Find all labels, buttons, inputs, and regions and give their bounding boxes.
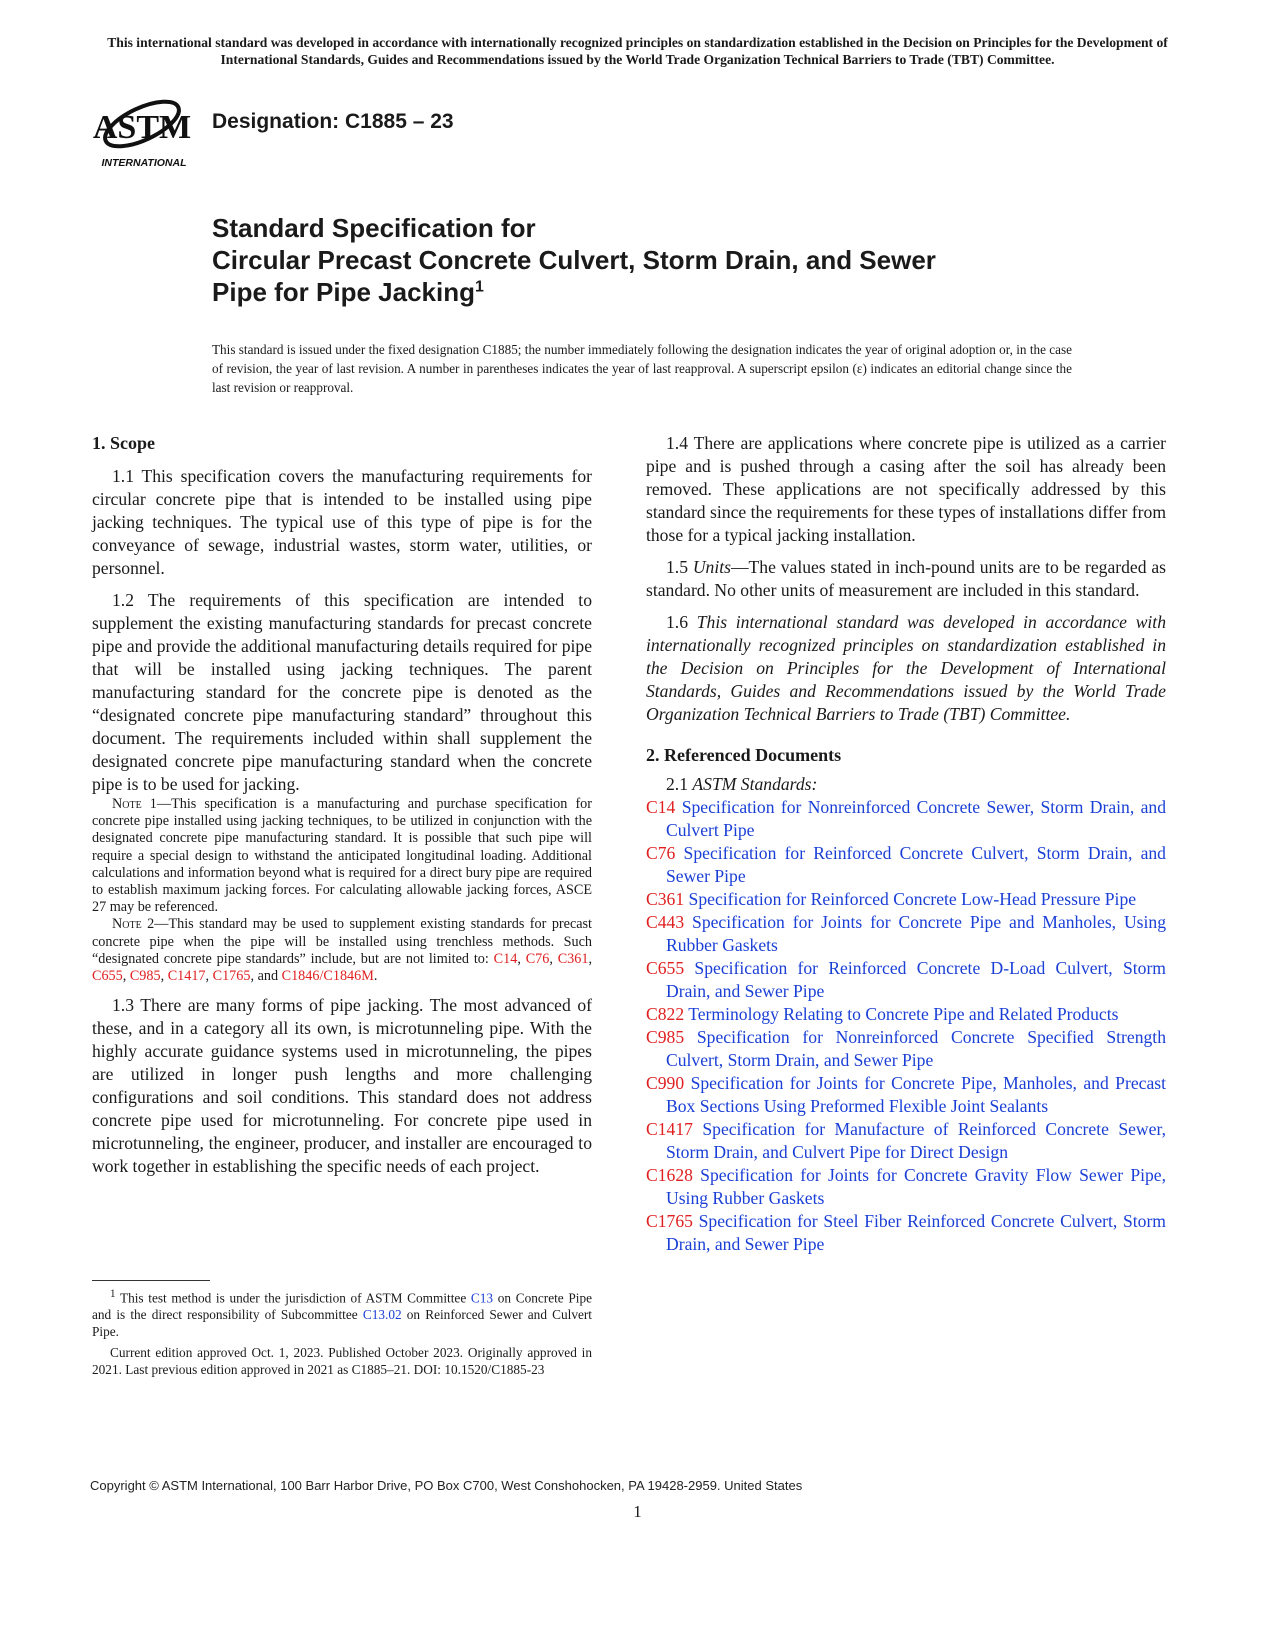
paragraph-1-5-text: —The values stated in inch-pound units are to be regarded as standard. No other units of measurement are included in this standard. [646,557,1166,600]
reference-code[interactable]: C443 [646,912,685,932]
title-footnote-mark[interactable]: 1 [474,278,484,296]
reference-item[interactable] [646,1118,1166,1164]
title-line-3-text: Pipe for Pipe Jacking [212,277,475,307]
reference-code[interactable]: C985 [646,1027,685,1047]
issue-note: This standard is issued under the fixed designation C1885; the number immediately following the designation indicates the year of original adoption or, in the case of revision, the year of last revision. A number in parentheses indicates the year of last reapproval. A superscript epsilon (ε) indicates an editorial change since the last revision or reapproval. [212,342,1072,395]
reference-title[interactable]: Terminology Relating to Concrete Pipe and Related Products [688,1004,1119,1024]
paragraph-1-4: 1.4 There are applications where concrete pipe is utilized as a carrier pipe and is pushed through a casing after the soil has already been removed. These applications are not specifically addressed by this standard since the requirements for these types of installations differ from those for a typical jacking installation. [646,433,1166,545]
title-line-1: Standard Specification for [212,213,536,243]
astm-logo-mark [90,88,198,178]
reference-title[interactable]: Specification for Joints for Concrete Gravity Flow Sewer Pipe, Using Rubber Gaskets [666,1165,1166,1208]
logo-mark-text: ASTM [92,109,192,146]
note-2-ref-link[interactable]: C655 [92,968,123,985]
note-2-ref-link[interactable]: C1846/C1846M [281,968,374,985]
paragraph-1-6 [646,611,1166,726]
page-number: 1 [633,1502,642,1521]
reference-item[interactable] [646,888,1166,911]
left-column [92,432,592,1187]
reference-code[interactable]: C14 [646,797,676,817]
reference-item[interactable] [646,911,1166,957]
reference-item[interactable] [646,1072,1166,1118]
logo-subtitle: INTERNATIONAL [101,157,187,169]
subsection-number: 2.1 [666,774,688,794]
footnote-divider [92,1280,210,1281]
reference-code[interactable]: C655 [646,958,685,978]
astm-standards-subheading [646,773,1166,796]
reference-title[interactable]: Specification for Reinforced Concrete Culvert, Storm Drain, and Sewer Pipe [666,843,1166,886]
title-line-3 [212,276,1112,308]
subcommittee-link[interactable]: C13.02 [362,1307,402,1323]
note-2-ref-link[interactable]: C1417 [167,968,206,985]
reference-code[interactable]: C822 [646,1004,685,1024]
reference-title[interactable]: Specification for Joints for Concrete Pipe and Manholes, Using Rubber Gaskets [666,912,1166,955]
note-1-text: —This specification is a manufacturing and purchase specification for concrete pipe installed using jacking techniques, to be utilized in conjunction with the designated concrete pipe manufacturing standard. It is possible that such pipe will require a special design to withstand the anticipated longitudinal loading. Additional calculations and information beyond what is required for a direct bury pipe are required to establish maximum jacking forces. For calculating allowable jacking forces, ASCE 27 may be referenced. [92,796,593,916]
reference-code[interactable]: C1628 [646,1165,693,1185]
reference-code[interactable]: C990 [646,1073,685,1093]
note-2-ref-link[interactable]: C1765 [212,968,251,985]
reference-code[interactable]: C1765 [646,1211,693,1231]
astm-logo [90,88,198,178]
note-2-text: —This standard may be used to supplement existing standards for precast concrete pipe when the pipe will be installed using trenchless methods. Such “designated concrete pipe standards” include, but are not limited to: [92,916,593,967]
reference-title[interactable]: Specification for Joints for Concrete Pipe, Manholes, and Precast Box Sections Using Preformed Flexible Joint Sealants [666,1073,1166,1116]
paragraph-1-5 [646,556,1166,602]
section-heading-scope: 1. Scope [92,433,155,453]
paragraph-1-6-number: 1.6 [666,612,688,632]
reference-title[interactable]: Specification for Steel Fiber Reinforced Concrete Culvert, Storm Drain, and Sewer Pipe [666,1211,1166,1254]
reference-code[interactable]: C76 [646,843,676,863]
committee-link[interactable]: C13 [470,1290,494,1306]
note-2-ref-link[interactable]: C985 [129,968,161,985]
title-line-2: Circular Precast Concrete Culvert, Storm Drain, and Sewer [212,245,936,275]
referenced-standards-list [646,796,1166,1256]
reference-item[interactable] [646,842,1166,888]
reference-title[interactable]: Specification for Manufacture of Reinforced Concrete Sewer, Storm Drain, and Culvert Pipe for Direct Design [666,1119,1166,1162]
reference-code[interactable]: C361 [646,889,685,909]
reference-code[interactable]: C1417 [646,1119,693,1139]
paragraph-1-3: 1.3 There are many forms of pipe jacking. The most advanced of these, and in a category all its own, is microtunneling pipe. With the highly accurate guidance systems used in microtunneling, the pipes are utilized in longer push lengths and more challenging configurations and soil conditions. This standard does not address concrete pipe used for microtunneling. For concrete pipe used in microtunneling, the engineer, producer, and installer are encouraged to work together in establishing the specific needs of each project. [92,995,592,1177]
note-2-ref-link[interactable]: C361 [557,950,589,967]
note-2-ref-link[interactable]: C76 [525,950,550,967]
astm-standards-label: ASTM Standards: [692,774,818,794]
reference-item[interactable] [646,1210,1166,1256]
paragraph-1-6-text: This international standard was developed in accordance with internationally recognized principles on standardization established in the Decision on Principles for the Development of International Standards, Guides and Recommendations issued by the World Trade Organization Technical Barriers to Trade (TBT) Committee. [646,612,1166,724]
reference-title[interactable]: Specification for Nonreinforced Concrete Sewer, Storm Drain, and Culvert Pipe [666,797,1166,840]
reference-item[interactable] [646,957,1166,1003]
footnote-1-text-a: This test method is under the jurisdiction of ASTM Committee [119,1290,467,1306]
note-2: Note 2—This standard may be used to supplement existing standards for precast concrete pipe when the pipe will be installed using trenchless methods. Such “designated concrete pipe standards” include, but are not limited to: C14, C76, C361, C655, C985, C1417, C1765, and C1846/C1846M. [92,916,593,985]
paragraph-1-2: 1.2 The requirements of this specification are intended to supplement the existing manufacturing standards for precast concrete pipe and provide the additional manufacturing details required for pipe that will be installed using jacking techniques. The parent manufacturing standard for the concrete pipe is denoted as the “designated concrete pipe manufacturing standard” throughout this document. The requirements included within shall supplement the designated concrete pipe manufacturing standard when the concrete pipe is to be used for jacking. [92,590,592,794]
note-2-label: Note 2 [112,916,155,933]
footnote-1-text-c: on Reinforced Sewer and Culvert Pipe. [92,1307,592,1340]
reference-item[interactable] [646,1003,1166,1026]
footnotes [92,1286,592,1382]
paragraph-1-1: 1.1 This specification covers the manufacturing requirements for circular concrete pipe that is intended to be installed using pipe jacking techniques. The typical use of this type of pipe is for the conveyance of sewage, industrial wastes, storm water, utilities, or personnel. [92,466,592,578]
document-title [212,212,1112,308]
note-2-ref-link[interactable]: C14 [493,950,518,967]
reference-item[interactable] [646,1026,1166,1072]
copyright: Copyright © ASTM International, 100 Barr Harbor Drive, PO Box C700, West Conshohocken, PA 19428-2959. United States [90,1478,803,1493]
note-2-and: and [257,968,279,985]
note-1-label: Note 1 [112,796,157,812]
section-heading-referenced-documents: 2. Referenced Documents [646,745,842,765]
footnote-1 [92,1286,592,1340]
reference-item[interactable] [646,796,1166,842]
footnote-2: Current edition approved Oct. 1, 2023. Published October 2023. Originally approved in 2021. Last previous edition approved in 2021 as C1885–21. DOI: 10.1520/C1885-23 [92,1345,592,1378]
top-notice: This international standard was developed in accordance with internationally recognized principles on standardization established in the Decision on Principles for the Development of International Standards, Guides and Recommendations issued by the World Trade Organization Technical Barriers to Trade (TBT) Committee. [107,35,1168,67]
reference-item[interactable] [646,1164,1166,1210]
reference-title[interactable]: Specification for Reinforced Concrete Low-Head Pressure Pipe [688,889,1137,909]
note-1 [92,796,592,916]
footnote-1-mark: 1 [110,1288,116,1300]
paragraph-1-5-number: 1.5 [666,557,688,577]
designation: Designation: C1885 – 23 [212,110,454,133]
right-column [646,432,1166,1256]
reference-title[interactable]: Specification for Reinforced Concrete D-Load Culvert, Storm Drain, and Sewer Pipe [666,958,1166,1001]
units-label: Units [692,557,731,577]
footnote-1-text-b: on Concrete Pipe and is the direct responsibility of Subcommittee [92,1290,592,1323]
reference-title[interactable]: Specification for Nonreinforced Concrete Specified Strength Culvert, Storm Drain, and Sewer Pipe [666,1027,1166,1070]
